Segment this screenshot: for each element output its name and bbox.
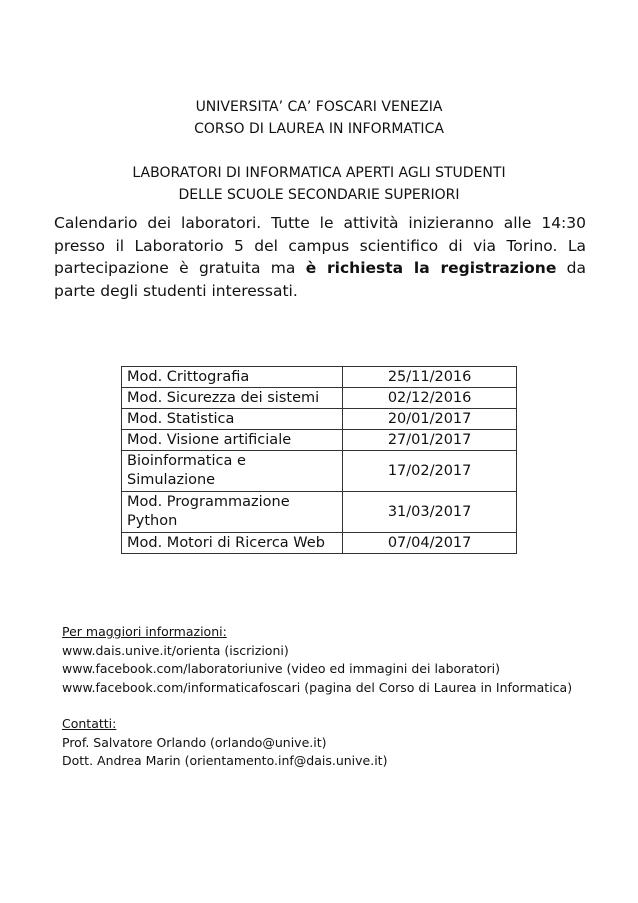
- info-link[interactable]: www.facebook.com/informaticafoscari (pagina del Corso di Laurea in Informatica): [62, 679, 573, 695]
- date-cell: 02/12/2016: [343, 388, 517, 409]
- date-cell: 07/04/2017: [343, 533, 517, 554]
- info-link[interactable]: www.facebook.com/laboratoriunive (video ed immagini dei laboratori): [62, 661, 501, 676]
- module-cell: [122, 451, 343, 492]
- intro-text: Calendario dei laboratori. Tutte le attività inizieranno alle 14:30 presso il Laboratorio 5 del campus scientifico di via Torino. La partecipazione è gratuita ma: [54, 214, 586, 277]
- table-row: [122, 430, 517, 451]
- date-cell: 31/03/2017: [343, 492, 517, 533]
- table-row: [122, 388, 517, 409]
- table-row: [122, 451, 517, 492]
- contact-person: Dott. Andrea Marin (orientamento.inf@dais.unive.it): [62, 753, 388, 768]
- module-line: Mod. Programmazione: [127, 494, 290, 510]
- date-cell: 25/11/2016: [343, 367, 517, 388]
- module-cell: [122, 492, 343, 533]
- module-line: Python: [127, 513, 178, 529]
- contact-person: Prof. Salvatore Orlando (orlando@unive.it): [62, 734, 327, 750]
- module-cell: Mod. Visione artificiale: [122, 430, 343, 451]
- module-line: Simulazione: [127, 472, 216, 488]
- university-name: UNIVERSITA’ CA’ FOSCARI VENEZIA: [195, 99, 443, 115]
- institution-header: [0, 96, 638, 140]
- module-line: Bioinformatica e: [127, 453, 246, 469]
- table-row: [122, 492, 517, 533]
- contacts-heading: Contatti:: [62, 716, 117, 731]
- intro-text-end: da parte degli studenti interessati.: [54, 259, 586, 300]
- date-cell: 27/01/2017: [343, 430, 517, 451]
- title-line-2: DELLE SCUOLE SECONDARIE SUPERIORI: [178, 187, 460, 203]
- title-line-1: LABORATORI DI INFORMATICA APERTI AGLI STUDENTI: [132, 165, 506, 181]
- date-cell: 17/02/2017: [343, 451, 517, 492]
- module-cell: Mod. Motori di Ricerca Web: [122, 533, 343, 554]
- info-section: [62, 623, 602, 771]
- module-cell: Mod. Sicurezza dei sistemi: [122, 388, 343, 409]
- module-cell: Mod. Statistica: [122, 409, 343, 430]
- info-heading: Per maggiori informazioni:: [62, 624, 227, 639]
- schedule-table: [121, 366, 517, 554]
- table-row: [122, 409, 517, 430]
- document-title: [0, 162, 638, 206]
- date-cell: 20/01/2017: [343, 409, 517, 430]
- table-row: [122, 367, 517, 388]
- registration-required-emphasis: è richiesta la registrazione: [305, 259, 557, 277]
- info-link[interactable]: www.dais.unive.it/orienta (iscrizioni): [62, 642, 289, 658]
- table-row: [122, 533, 517, 554]
- degree-course: CORSO DI LAUREA IN INFORMATICA: [194, 121, 444, 137]
- module-cell: Mod. Crittografia: [122, 367, 343, 388]
- intro-paragraph: [54, 212, 586, 302]
- spacer: [62, 697, 602, 715]
